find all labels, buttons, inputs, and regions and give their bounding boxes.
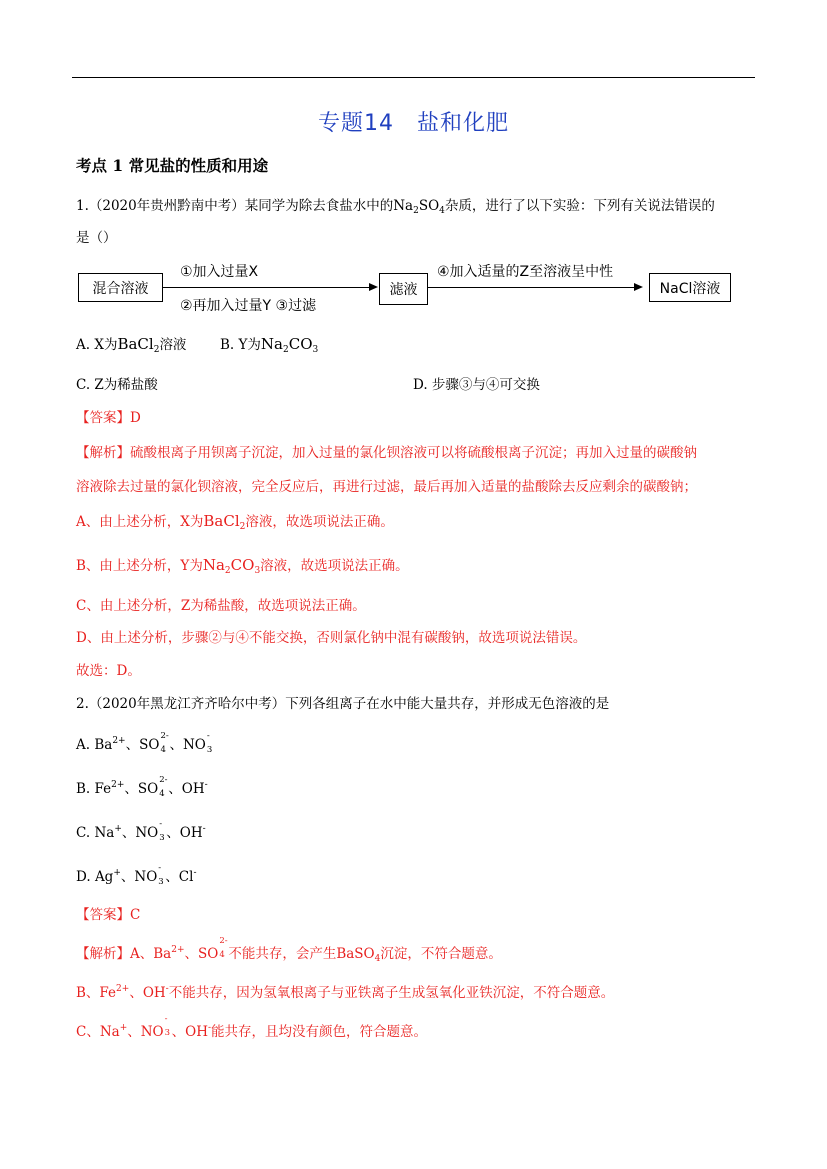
q2-analysis-c: C、Na+、NO - 3 、OH-能共存，且均没有颜色，符合题意。 bbox=[76, 1014, 428, 1040]
flow-arrowhead-2 bbox=[634, 283, 643, 291]
q2-analysis-a: 【解析】A、$Ba^{2+}$、SO 2- 4 不能共存，会产生BaSO$_4$沉淀，不符合题意。 bbox=[76, 936, 502, 964]
flow-box-filtrate: 滤液 bbox=[379, 273, 428, 305]
header-rule bbox=[72, 77, 755, 78]
q1-choose: 故选：D。 bbox=[76, 663, 141, 679]
flow-step-4: ④加入适量的Z至溶液呈中性 bbox=[437, 264, 614, 280]
q2-option-b: B. $Fe^{2+}$、SO 2- 4 、OH- bbox=[76, 775, 208, 799]
flow-box-mixed-solution: 混合溶液 bbox=[78, 273, 163, 302]
flow-box-nacl-solution: NaCl溶液 bbox=[649, 273, 731, 302]
flow-step-1: ①加入过量X bbox=[180, 264, 259, 280]
q1-analysis-b: B、由上述分析，Y为$Na_2CO_3$溶液，故选项说法正确。 bbox=[76, 556, 409, 576]
q2-stem: 2.（2020年黑龙江齐齐哈尔中考）下列各组离子在水中能大量共存，并形成无色溶液的是 bbox=[76, 696, 610, 712]
section-heading: 考点 1 常见盐的性质和用途 bbox=[76, 156, 269, 175]
q2-option-c: C. Na+、NO - 3 、OH- bbox=[76, 819, 206, 843]
q1-analysis-line2: 溶液除去过量的氯化钡溶液，完全反应后，再进行过滤，最后再加入适量的盐酸除去反应剩余的碳酸钠； bbox=[76, 479, 697, 495]
q1-option-a: A. X为BaCl$_2$溶液 bbox=[76, 335, 187, 355]
q1-stem-line2: 是（） bbox=[76, 230, 117, 246]
flow-arrow-1 bbox=[162, 287, 370, 288]
q1-analysis-d: D、由上述分析，步骤②与④不能交换，否则氯化钠中混有碳酸钠，故选项说法错误。 bbox=[76, 630, 587, 646]
flow-arrow-2 bbox=[427, 287, 634, 288]
q1-analysis-line1: 【解析】硫酸根离子用钡离子沉淀，加入过量的氯化钡溶液可以将硫酸根离子沉淀；再加入过量的碳酸钠 bbox=[76, 445, 697, 461]
q2-analysis-b: B、$Fe^{2+}$、OH-不能共存，因为氢氧根离子与亚铁离子生成氢氧化亚铁沉淀，不符合题意。 bbox=[76, 984, 615, 1001]
q1-option-d: D. 步骤③与④可交换 bbox=[413, 377, 540, 393]
q1-analysis-c: C、由上述分析，Z为稀盐酸，故选项说法正确。 bbox=[76, 598, 366, 614]
q1-option-c: C. Z为稀盐酸 bbox=[76, 377, 158, 393]
q1-stem-line1: 1.（2020年贵州黔南中考）某同学为除去食盐水中的$Na_2SO_4$杂质，进行了以下实验：下列有关说法错误的 bbox=[76, 198, 715, 216]
page-title: 专题14 盐和化肥 bbox=[318, 111, 509, 136]
q1-analysis-a: A、由上述分析，X为BaCl$_2$溶液，故选项说法正确。 bbox=[76, 512, 394, 532]
q2-option-a: A. $Ba^{2+}$、SO 2- 4 、NO - 3 bbox=[76, 731, 213, 755]
q2-answer: 【答案】C bbox=[76, 907, 141, 923]
q1-answer: 【答案】D bbox=[76, 410, 141, 426]
flow-step-2-3: ②再加入过量Y ③过滤 bbox=[180, 298, 317, 314]
q1-option-b: B. Y为$Na_2CO_3$ bbox=[220, 335, 319, 355]
flow-arrowhead-1 bbox=[369, 283, 378, 291]
q2-option-d: D. Ag+、NO - 3 、Cl- bbox=[76, 863, 197, 887]
